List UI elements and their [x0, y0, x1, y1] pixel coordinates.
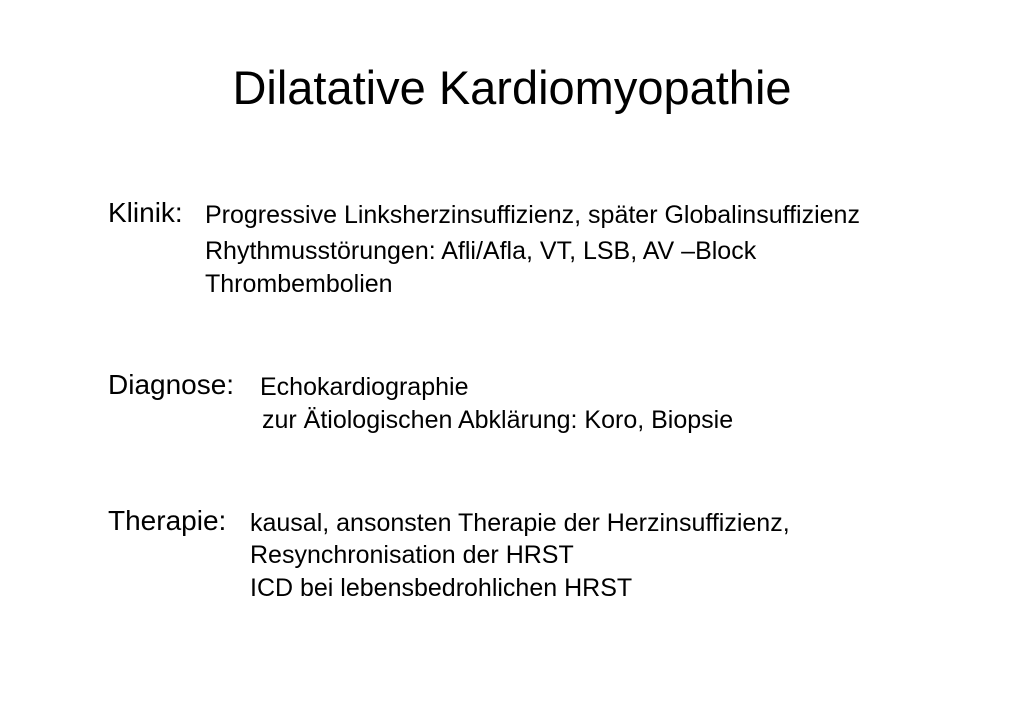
slide-title: Dilatative Kardiomyopathie [232, 61, 792, 114]
diagnose-line-2: zur Ätiologischen Abklärung: Koro, Biopsie [262, 406, 734, 434]
diagnose-line-1: Echokardiographie [260, 373, 469, 401]
therapie-line-2: Resynchronisation der HRST [250, 541, 574, 569]
section-heading-klinik: Klinik: [108, 197, 183, 228]
klinik-line-1: Progressive Linksherzinsuffizienz, später Globalinsuffizienz [205, 201, 860, 229]
therapie-line-1: kausal, ansonsten Therapie der Herzinsuffizienz, [250, 509, 790, 537]
klinik-line-3: Thrombembolien [205, 270, 393, 298]
therapie-line-3: ICD bei lebensbedrohlichen HRST [250, 574, 633, 602]
section-heading-diagnose: Diagnose: [108, 369, 235, 400]
klinik-line-2: Rhythmusstörungen: Afli/Afla, VT, LSB, AV –Block [205, 237, 757, 265]
section-heading-therapie: Therapie: [108, 505, 227, 536]
